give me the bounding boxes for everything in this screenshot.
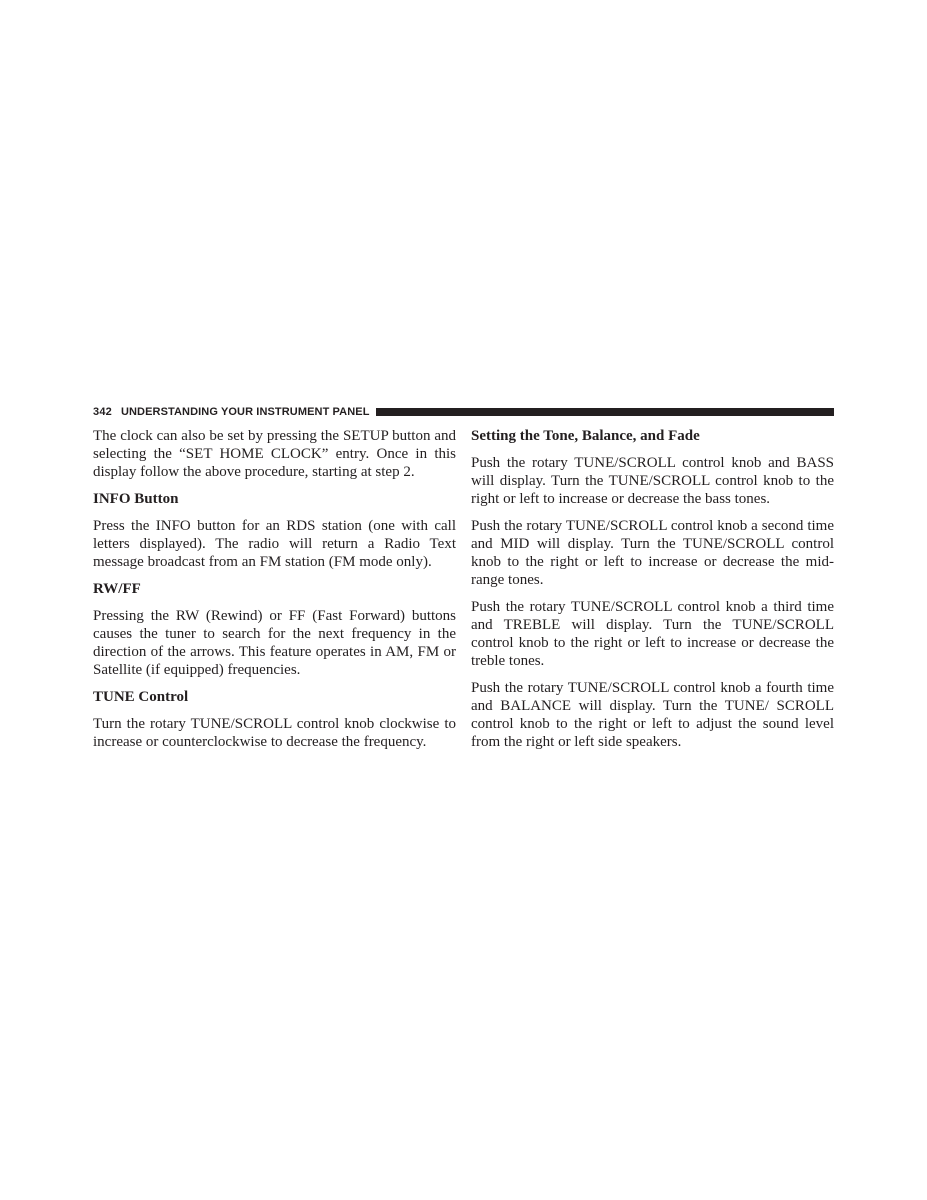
balance-paragraph: Push the rotary TUNE/SCROLL control knob a fourth time and BALANCE will display. Turn the TUNE/ SCROLL control knob to the right or left to adjust the sound level from the right or left side speakers.: [471, 680, 834, 750]
left-column: [93, 427, 456, 760]
info-button-paragraph: Press the INFO button for an RDS station (one with call letters displayed). The radio will return a Radio Text message broadcast from an FM station (FM mode only).: [93, 518, 456, 570]
right-column: [471, 427, 834, 760]
rw-ff-paragraph: Pressing the RW (Rewind) or FF (Fast Forward) buttons causes the tuner to search for the next frequency in the direction of the arrows. This feature operates in AM, FM or Satellite (if equipped) frequencies.: [93, 608, 456, 678]
mid-paragraph: Push the rotary TUNE/SCROLL control knob a second time and MID will display. Turn the TUNE/SCROLL control knob to the right or left to increase or decrease the mid-range tones.: [471, 518, 834, 588]
info-button-heading: INFO Button: [93, 491, 179, 507]
clock-setup-paragraph: The clock can also be set by pressing the SETUP button and selecting the “SET HOME CLOCK” entry. Once in this display follow the above procedure, starting at step 2.: [93, 428, 456, 480]
section-title: UNDERSTANDING YOUR INSTRUMENT PANEL: [120, 406, 370, 418]
tune-control-paragraph: Turn the rotary TUNE/SCROLL control knob clockwise to increase or counterclockwise to decrease the frequency.: [93, 716, 456, 750]
bass-paragraph: Push the rotary TUNE/SCROLL control knob and BASS will display. Turn the TUNE/SCROLL control knob to the right or left to increase or decrease the bass tones.: [471, 455, 834, 507]
header-rule: [376, 408, 834, 416]
treble-paragraph: Push the rotary TUNE/SCROLL control knob a third time and TREBLE will display. Turn the TUNE/SCROLL control knob to the right or left to increase or decrease the treble tones.: [471, 599, 834, 669]
tone-balance-fade-heading: Setting the Tone, Balance, and Fade: [471, 428, 700, 444]
rw-ff-heading: RW/FF: [93, 581, 141, 597]
tune-control-heading: TUNE Control: [93, 689, 189, 705]
page-header: [93, 405, 834, 419]
page-number: 342: [93, 406, 112, 418]
